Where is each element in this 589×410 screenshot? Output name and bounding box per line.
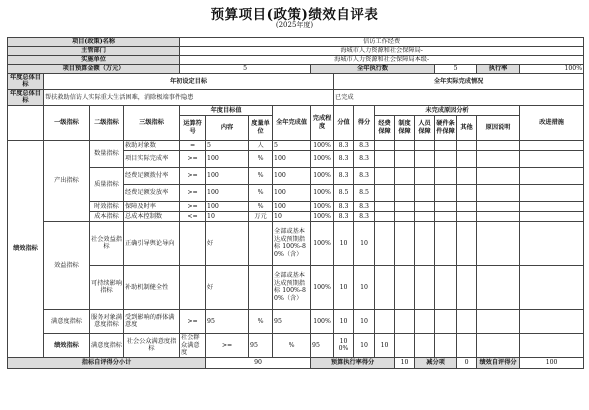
sub-social: 社会效益指标 — [90, 221, 124, 265]
indicator-degree: 100% — [311, 140, 334, 150]
indicator-unit: % — [249, 167, 273, 184]
indicator-content: 好 — [206, 221, 249, 265]
indicator-name: 总成本控制数 — [124, 211, 180, 221]
reason-cell — [395, 167, 415, 184]
col-r-other: 其他 — [457, 115, 477, 140]
reason-cell — [477, 309, 520, 333]
impl-label: 实施单位 — [8, 56, 180, 65]
indicator-unit: % — [249, 201, 273, 211]
reason-cell — [375, 201, 395, 211]
reason-cell — [520, 333, 584, 357]
reason-cell — [415, 184, 435, 201]
col-content: 内容 — [206, 115, 249, 140]
indicator-name: 受到影响的群体满意度 — [124, 309, 180, 333]
indicator-actual: 95 — [311, 333, 334, 357]
reason-cell — [375, 150, 395, 167]
reason-cell — [415, 265, 435, 309]
indicator-content: 95 — [206, 309, 249, 333]
indicator-got: 8.3 — [354, 150, 375, 167]
deduction-value: 0 — [457, 357, 477, 368]
indicator-score: 10 — [334, 265, 354, 309]
reason-cell — [457, 201, 477, 211]
reason-cell — [435, 140, 457, 150]
reason-cell — [457, 265, 477, 309]
col-r-sys: 制度保障 — [395, 115, 415, 140]
sub-sustain: 可持续影响指标 — [90, 265, 124, 309]
reason-cell — [477, 265, 520, 309]
reason-cell — [435, 221, 457, 265]
col-r-hw: 硬件条件保障 — [435, 115, 457, 140]
reason-cell — [477, 167, 520, 184]
reason-cell — [415, 140, 435, 150]
indicator-op: >= — [206, 333, 249, 357]
measure-cell — [520, 150, 584, 167]
reason-cell — [375, 167, 395, 184]
budget-label: 项目预算金额（万元） — [8, 65, 180, 74]
indicator-score: 8.3 — [334, 201, 354, 211]
indicator-got: 10 — [354, 221, 375, 265]
indicator-name: 经费足额发放率 — [124, 184, 180, 201]
indicator-op: >= — [180, 201, 206, 211]
indicator-actual: 100 — [273, 150, 311, 167]
reason-cell — [375, 184, 395, 201]
indicator-degree: 100% — [334, 333, 354, 357]
indicator-degree: 100% — [311, 201, 334, 211]
indicator-got: 10 — [354, 309, 375, 333]
indicator-op: >= — [180, 167, 206, 184]
indicator-name: 救助对象数 — [124, 140, 180, 150]
reason-cell — [415, 150, 435, 167]
measure-cell — [520, 211, 584, 221]
indicator-unit: % — [249, 150, 273, 167]
reason-cell — [457, 333, 477, 357]
reason-cell — [395, 333, 415, 357]
goal-initial-header: 年初设定目标 — [44, 74, 334, 90]
indicator-op: <= — [180, 211, 206, 221]
col-score: 分值 — [334, 105, 354, 140]
exec-rate-value: 100% — [520, 65, 584, 74]
indicator-name: 正确引导舆论导向 — [124, 221, 180, 265]
sub-svc: 服务对象满意度指标 — [90, 309, 124, 333]
total-label: 绩效自评得分 — [477, 357, 520, 368]
reason-cell — [435, 265, 457, 309]
indicator-degree: 100% — [311, 150, 334, 167]
indicator-degree: 100% — [311, 221, 334, 265]
sub-quality: 质量指标 — [90, 167, 124, 201]
col-got: 得分 — [354, 105, 375, 140]
reason-cell — [477, 150, 520, 167]
reason-cell — [457, 184, 477, 201]
indicator-score: 10 — [354, 333, 375, 357]
reason-cell — [415, 167, 435, 184]
goal-actual-text: 已完成 — [334, 89, 584, 105]
reason-cell — [457, 309, 477, 333]
measure-cell — [520, 221, 584, 265]
reason-cell — [477, 333, 520, 357]
indicator-got: 8.5 — [354, 184, 375, 201]
project-name-value: 信访工作经费 — [180, 38, 584, 47]
reason-cell — [375, 309, 395, 333]
indicator-unit: 人 — [249, 140, 273, 150]
measure-cell — [520, 167, 584, 184]
reason-cell — [375, 265, 395, 309]
measure-cell — [520, 265, 584, 309]
measure-cell — [520, 201, 584, 211]
subtotal-label: 指标自评得分小计 — [8, 357, 206, 368]
indicator-unit: % — [273, 333, 311, 357]
indicator-score: 10 — [334, 309, 354, 333]
reason-cell — [435, 201, 457, 211]
reason-cell — [477, 140, 520, 150]
indicator-name: 社会群众满意度 — [180, 333, 206, 357]
subtotal-value: 90 — [206, 357, 311, 368]
reason-cell — [477, 221, 520, 265]
reason-cell — [477, 201, 520, 211]
budget-value: 5 — [180, 65, 311, 74]
indicator-op: >= — [180, 184, 206, 201]
reason-cell — [457, 211, 477, 221]
col-reasons-group: 未完成原因分析 — [375, 105, 520, 115]
reason-cell — [457, 221, 477, 265]
col-l1: 一级指标 — [44, 105, 90, 140]
measure-cell — [520, 140, 584, 150]
reason-cell — [457, 167, 477, 184]
reason-cell — [415, 201, 435, 211]
indicator-unit: 万元 — [249, 211, 273, 221]
col-measures: 改进措施 — [520, 105, 584, 140]
budget-score-label: 预算执行率得分 — [311, 357, 395, 368]
reason-cell — [435, 167, 457, 184]
reason-cell — [375, 140, 395, 150]
impl-value: 海城市人力资源和社会保障局本级- — [180, 56, 584, 65]
col-r-staff: 人员保障 — [415, 115, 435, 140]
reason-cell — [375, 221, 395, 265]
indicator-content: 95 — [249, 333, 273, 357]
indicator-actual: 10 — [273, 211, 311, 221]
indicator-name: 保障及时率 — [124, 201, 180, 211]
indicator-actual: 100 — [273, 184, 311, 201]
col-r-desc: 原因说明 — [477, 115, 520, 140]
satisfaction-label: 满意度指标 — [44, 309, 90, 333]
reason-cell — [435, 184, 457, 201]
sub-cost: 成本指标 — [90, 211, 124, 221]
col-unit: 度量单位 — [249, 115, 273, 140]
indicator-unit — [249, 221, 273, 265]
dept-label: 主管部门 — [8, 47, 180, 56]
indicator-name: 补助机制健全性 — [124, 265, 180, 309]
indicator-actual: 5 — [273, 140, 311, 150]
indicator-content: 100 — [206, 150, 249, 167]
deduction-label: 减分项 — [415, 357, 457, 368]
indicator-degree: 100% — [311, 309, 334, 333]
reason-cell — [395, 221, 415, 265]
reason-cell — [395, 150, 415, 167]
indicator-degree: 100% — [311, 184, 334, 201]
project-name-label: 项目(政策)名称 — [8, 38, 180, 47]
sub-pub: 社会公众满意度指标 — [124, 333, 180, 357]
indicator-actual: 全部或基本达成预期指标 100%-80%（含） — [273, 221, 311, 265]
budget-score-value: 10 — [395, 357, 415, 368]
reason-cell — [477, 211, 520, 221]
indicator-score: 8.5 — [334, 184, 354, 201]
indicator-score: 10 — [334, 221, 354, 265]
annual-exec-label: 全年执行数 — [311, 65, 435, 74]
benefit-label: 效益指标 — [44, 221, 90, 309]
indicator-got: 10 — [354, 265, 375, 309]
satisfaction-label-2: 满意度指标 — [90, 333, 124, 357]
indicator-degree: 100% — [311, 167, 334, 184]
total-value: 100 — [520, 357, 584, 368]
goal-row-label: 年度总体目标 — [8, 74, 44, 90]
col-target-group: 年度目标值 — [180, 105, 273, 115]
reason-cell — [415, 211, 435, 221]
reason-cell — [395, 184, 415, 201]
indicator-content: 好 — [206, 265, 249, 309]
indicator-score: 8.3 — [334, 140, 354, 150]
indicator-op: = — [180, 140, 206, 150]
reason-cell — [415, 221, 435, 265]
reason-cell — [435, 333, 457, 357]
reason-cell — [375, 211, 395, 221]
reason-cell — [435, 309, 457, 333]
reason-cell — [477, 184, 520, 201]
indicator-content: 100 — [206, 201, 249, 211]
indicator-content: 10 — [206, 211, 249, 221]
col-op: 运算符号 — [180, 115, 206, 140]
indicator-unit — [249, 265, 273, 309]
evaluation-table — [7, 37, 584, 369]
indicator-op — [180, 265, 206, 309]
col-r-econ: 经费保障 — [375, 115, 395, 140]
col-l3: 三级指标 — [124, 105, 180, 140]
reason-cell — [435, 150, 457, 167]
indicator-actual: 100 — [273, 167, 311, 184]
reason-cell — [435, 211, 457, 221]
indicator-content: 5 — [206, 140, 249, 150]
measure-cell — [520, 184, 584, 201]
indicator-got: 8.3 — [354, 201, 375, 211]
page-title: 预算项目(政策)绩效自评表 — [210, 7, 379, 23]
indicator-got: 8.3 — [354, 140, 375, 150]
indicator-content: 100 — [206, 184, 249, 201]
perf-label: 绩效指标 — [8, 140, 44, 357]
perf-label-top-cell — [8, 105, 44, 140]
indicator-actual: 100 — [273, 201, 311, 211]
indicator-score: 8.3 — [334, 167, 354, 184]
reason-cell — [395, 140, 415, 150]
col-degree: 完成程度 — [311, 105, 334, 140]
indicator-got: 8.3 — [354, 167, 375, 184]
indicator-degree: 100% — [311, 211, 334, 221]
reason-cell — [395, 201, 415, 211]
indicator-actual: 95 — [273, 309, 311, 333]
indicator-degree: 100% — [311, 265, 334, 309]
reason-cell — [395, 211, 415, 221]
indicator-op: >= — [180, 150, 206, 167]
indicator-got: 8.3 — [354, 211, 375, 221]
reason-cell — [395, 265, 415, 309]
indicator-got: 10 — [375, 333, 395, 357]
indicator-op: >= — [180, 309, 206, 333]
indicator-name: 经费足额拨付率 — [124, 167, 180, 184]
perf-label-2: 绩效指标 — [44, 333, 90, 357]
goal-initial-text: 帮扶救助信访人实际重大生活困难，消除极端事件隐患 — [44, 89, 334, 105]
indicator-score: 8.3 — [334, 150, 354, 167]
indicator-content: 100 — [206, 167, 249, 184]
col-actual: 全年完成值 — [273, 105, 311, 140]
indicator-unit: % — [249, 309, 273, 333]
measure-cell — [520, 309, 584, 333]
indicator-op — [180, 221, 206, 265]
indicator-name: 项目实际完成率 — [124, 150, 180, 167]
sub-timeliness: 时效指标 — [90, 201, 124, 211]
annual-exec-value: 5 — [435, 65, 477, 74]
exec-rate-label: 执行率 — [477, 65, 520, 74]
reason-cell — [457, 140, 477, 150]
sub-quantity: 数量指标 — [90, 140, 124, 167]
indicator-unit: % — [249, 184, 273, 201]
output-label: 产出指标 — [44, 140, 90, 221]
reason-cell — [415, 309, 435, 333]
reason-cell — [395, 309, 415, 333]
goal-actual-header: 全年实际完成情况 — [334, 74, 584, 90]
reason-cell — [415, 333, 435, 357]
col-l2: 二级指标 — [90, 105, 124, 140]
dept-value: 海城市人力资源和社会保障局- — [180, 47, 584, 56]
page-subtitle: (2025年度) — [275, 21, 314, 29]
indicator-actual: 全部或基本达成预期指标 100%-80%（含） — [273, 265, 311, 309]
goal-row-label-2: 年度总体目标 — [8, 89, 44, 105]
reason-cell — [457, 150, 477, 167]
indicator-score: 8.3 — [334, 211, 354, 221]
